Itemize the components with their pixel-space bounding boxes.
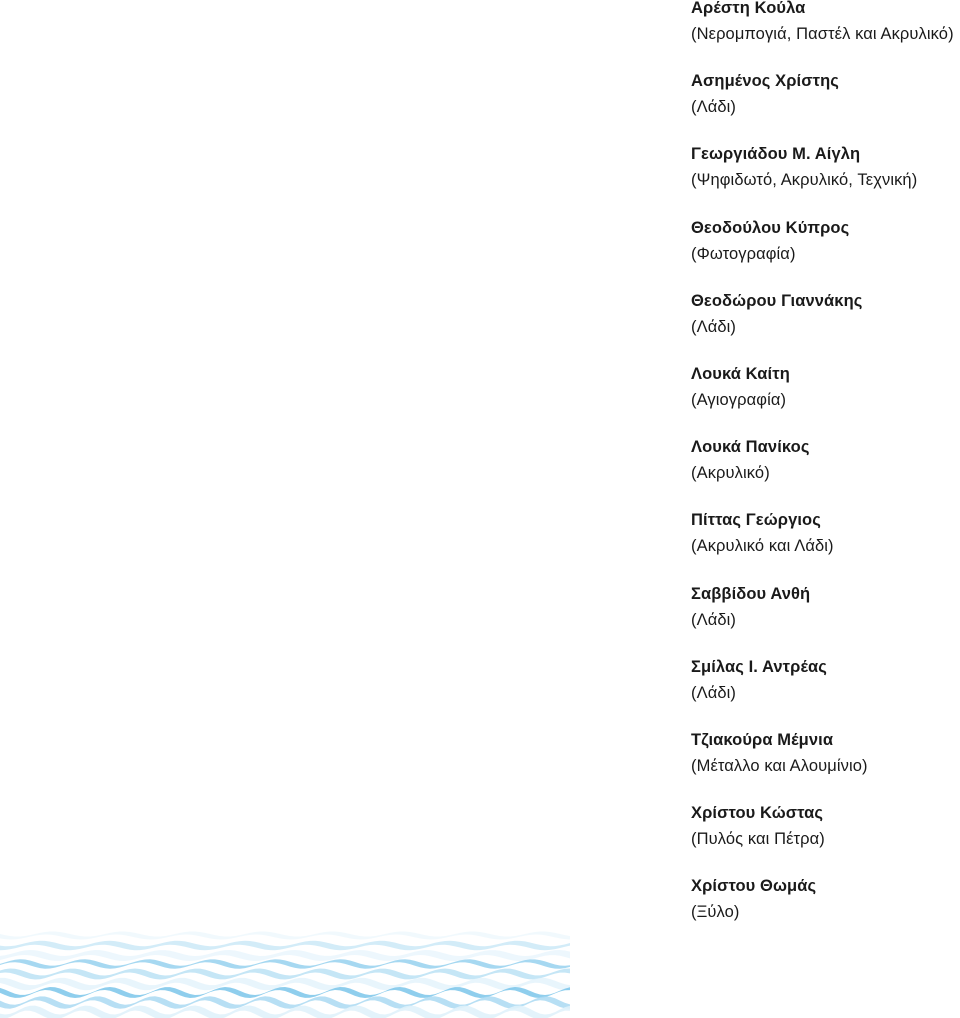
artist-name: Γεωργιάδου Μ. Αίγλη	[691, 145, 861, 164]
artist-entry	[691, 878, 960, 951]
artist-medium: (Λάδι)	[691, 98, 737, 117]
artist-name: Ασημένος Χρίστης	[691, 72, 839, 91]
artist-list	[691, 0, 960, 951]
artist-entry	[691, 146, 960, 219]
artist-name: Χρίστου Κώστας	[691, 804, 824, 823]
artist-medium: (Νερομπογιά, Παστέλ και Ακρυλικό)	[691, 25, 954, 43]
artist-medium: (Ξύλο)	[691, 903, 740, 922]
artist-entry	[691, 293, 960, 366]
artist-name: Σμίλας Ι. Αντρέας	[691, 657, 827, 676]
artist-medium: (Ακρυλικό)	[691, 464, 770, 483]
artist-entry	[691, 0, 960, 73]
artist-entry	[691, 439, 960, 512]
artist-medium: (Μέταλλο και Αλουμίνιο)	[691, 756, 868, 775]
artist-medium: (Ψηφιδωτό, Ακρυλικό, Τεχνική)	[691, 171, 918, 190]
artist-medium: (Λάδι)	[691, 317, 737, 336]
artist-name: Θεοδώρου Γιαννάκης	[691, 291, 863, 310]
artist-medium: (Πυλός και Πέτρα)	[691, 830, 825, 849]
artist-name: Τζιακούρα Μέμνια	[691, 730, 834, 749]
artist-medium: (Λάδι)	[691, 610, 737, 629]
artist-entry	[691, 586, 960, 659]
artist-name: Λουκά Καίτη	[691, 364, 790, 383]
artist-name: Θεοδούλου Κύπρος	[691, 218, 850, 237]
artist-entry	[691, 512, 960, 585]
artist-name: Σαββίδου Ανθή	[691, 584, 811, 603]
wave-fade	[0, 928, 570, 1018]
artist-name: Λουκά Πανίκος	[691, 438, 810, 457]
wave-stripes	[0, 928, 570, 1018]
artist-name: Χρίστου Θωμάς	[691, 877, 817, 896]
artist-entry	[691, 805, 960, 878]
artist-entry	[691, 659, 960, 732]
artist-medium: (Ακρυλικό και Λάδι)	[691, 537, 834, 556]
wave-pattern-icon	[0, 928, 570, 1018]
artist-medium: (Φωτογραφία)	[691, 244, 796, 263]
artist-entry	[691, 73, 960, 146]
artist-medium: (Αγιογραφία)	[691, 390, 787, 409]
artist-entry	[691, 732, 960, 805]
artist-entry	[691, 366, 960, 439]
artist-medium: (Λάδι)	[691, 683, 737, 702]
artist-name: Αρέστη Κούλα	[691, 0, 806, 17]
artist-name: Πίττας Γεώργιος	[691, 511, 821, 530]
artist-entry	[691, 220, 960, 293]
